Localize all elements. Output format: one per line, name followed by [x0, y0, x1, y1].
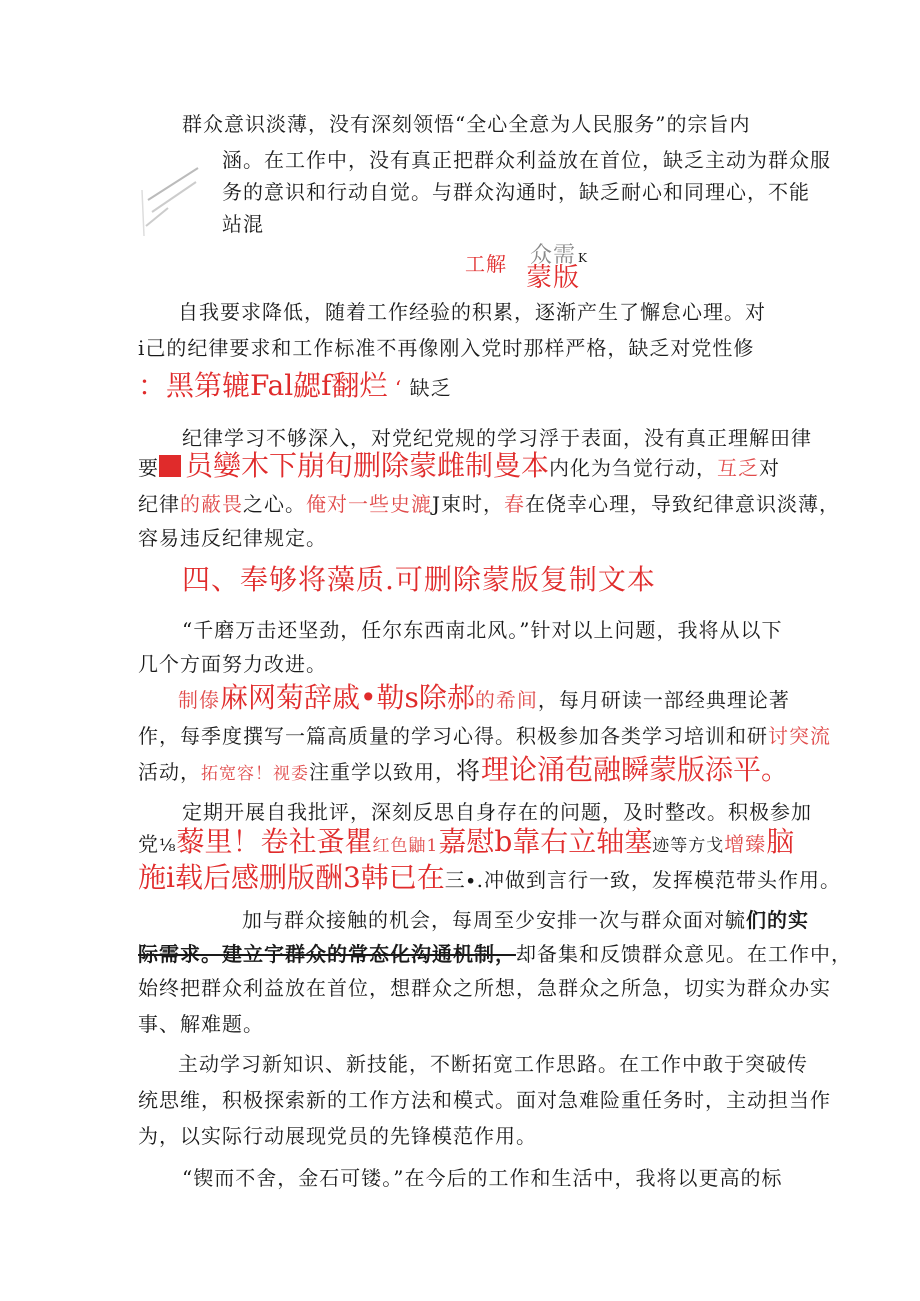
text-span: 缺乏: [409, 376, 452, 400]
paragraph-5-line-3: [138, 753, 790, 788]
red-text-span: 制傣: [178, 688, 220, 712]
fragment-text-3: K: [578, 251, 588, 265]
fragment-text-2: 众需: [530, 243, 577, 268]
quote-mark: ‘: [394, 376, 403, 400]
paragraph-7-line-2: [138, 940, 852, 968]
fragment-text-4: 蒙版: [526, 263, 581, 293]
text-span: 内化为刍觉行动，: [549, 456, 718, 480]
text-span: 纪律: [138, 492, 180, 516]
text-span: 将: [456, 757, 481, 785]
red-text-span: 讨突流: [768, 724, 831, 748]
paragraph-7-line-4: 事、解难题。: [138, 1012, 264, 1036]
red-text-span: 红色鼬1: [372, 836, 439, 856]
paragraph-8-line-1: 主动学习新知识、新技能，不断拓宽工作思路。在工作中敢于突破传: [178, 1052, 808, 1076]
paragraph-4-line-2: 几个方面努力改进。: [138, 652, 327, 676]
text-span: 迹等方戈: [652, 836, 725, 856]
text-span: 注重学以致用，: [309, 760, 456, 784]
text-span: ⅛: [159, 836, 177, 856]
text-span: 对: [759, 456, 781, 480]
text-span: ，每月研读一部经典理论著: [537, 688, 790, 712]
paragraph-6-line-1: 定期开展自我批评，深刻反思自身存在的问题，及时整改。积极参加: [182, 800, 812, 824]
paragraph-2-line-1: 自我要求降低，随着工作经验的积累，逐渐产生了懈怠心理。对: [178, 300, 766, 324]
paragraph-8-line-3: 为，以实际行动展现党员的先锋模范作用。: [138, 1124, 537, 1148]
paragraph-2-line-3: [138, 369, 452, 402]
paragraph-5-line-2: [138, 722, 831, 750]
paragraph-3-line-3: [138, 490, 840, 518]
paragraph-1-line-3: 务的意识和行动自觉。与群众沟通时，缺乏耐心和同理心，不能: [222, 180, 810, 204]
garbled-red-text: 嘉慰b靠右立轴塞: [438, 825, 653, 858]
text-span: 却备集和反馈群众意见。在工作中，: [516, 942, 852, 966]
bold-text-span: 们的实: [746, 908, 809, 932]
paragraph-3-line-2: [138, 449, 781, 482]
fragment-text-1: 工解: [465, 252, 507, 276]
red-text-span: 的希间: [474, 688, 538, 712]
paragraph-8-line-2: 统思维，积极探索新的工作方法和模式。面对急难险重任务时，主动担当作: [138, 1088, 831, 1112]
red-text-span: 拓宽容！视委: [201, 764, 309, 784]
paragraph-3-line-1: 纪律学习不够深入，对党纪党规的学习浮于表面，没有真正理解田律: [182, 426, 812, 450]
paragraph-7-line-3: 始终把群众利益放在首位，想群众之所想，急群众之所急，切实为群众办实: [138, 976, 831, 1000]
paragraph-2-line-2: i己的纪律要求和工作标准不再像刚入党时那样严格，缺乏对党性修: [138, 336, 755, 360]
garbled-red-text: 员孌木下崩旬删除蒙雌制曼本: [185, 449, 550, 482]
paragraph-9-line-1: “锲而不舍，金石可镂。”在今后的工作和生活中，我将以更高的标: [182, 1166, 783, 1190]
red-text-span: 互乏: [717, 456, 760, 480]
text-span: 党: [138, 832, 159, 856]
section-heading: 四、奉够将藻质.可删除蒙版复制文本: [182, 563, 656, 596]
paragraph-7-line-1: [242, 906, 809, 934]
red-text-span: 增臻: [724, 832, 767, 856]
text-span: 活动，: [138, 760, 201, 784]
paragraph-1-line-4: 站混: [222, 212, 264, 236]
garbled-red-text: ：黑第辘Fal勰f翻烂: [138, 369, 388, 402]
paragraph-1-line-2: 涵。在工作中，没有真正把群众利益放在首位，缺乏主动为群众服: [222, 148, 831, 172]
paragraph-1-line-1: 群众意识淡薄，没有深刻领悟“全心全意为人民服务”的宗旨内: [182, 112, 751, 136]
paragraph-5-line-1: [178, 681, 790, 714]
paragraph-3-line-4: 容易违反纪律规定。: [138, 526, 327, 550]
text-span: 三∙.冲做到言行一致，发挥模范带头作用。: [444, 868, 841, 892]
text-span: 加与群众接触的机会，每周至少安排一次与群众面对毓: [242, 908, 746, 932]
garbled-red-text: 理论涌苞融瞬蒙版添平。: [481, 753, 790, 786]
garbled-red-text: 藜里！卷社蚤瞿: [176, 825, 373, 858]
red-text-span: 的蔽畏: [180, 492, 243, 516]
red-text-span: 春: [504, 492, 526, 516]
red-text-span: 俺对一些史漉: [306, 492, 432, 516]
text-span: J束时，: [432, 492, 505, 516]
garbled-red-text: 脑: [766, 825, 795, 858]
text-span: 要: [138, 456, 159, 480]
paragraph-6-line-3: [138, 861, 841, 894]
paragraph-4-line-1: “千磨万击还坚劲，任尔东西南北风。”针对以上问题，我将从以下: [182, 618, 783, 642]
scribble-mark-icon: [138, 160, 208, 240]
strike-text-span: 际需求: [138, 942, 201, 966]
garbled-red-text: 麻网菊辞戚•勒s除郝: [220, 681, 475, 714]
text-span: 在侥幸心理，导致纪律意识淡薄，: [525, 492, 841, 516]
paragraph-6-line-2: [138, 825, 795, 860]
text-span: 作，每季度撰写一篇高质量的学习心得。积极参加各类学习培训和研: [138, 724, 768, 748]
strike-text-span: 。建立宇群众的常态化沟通机制，: [201, 942, 516, 966]
garbled-red-text: 施i载后感删版酬3韩已在: [138, 861, 445, 894]
red-block-icon: [159, 455, 181, 477]
text-span: 之心。: [243, 492, 306, 516]
